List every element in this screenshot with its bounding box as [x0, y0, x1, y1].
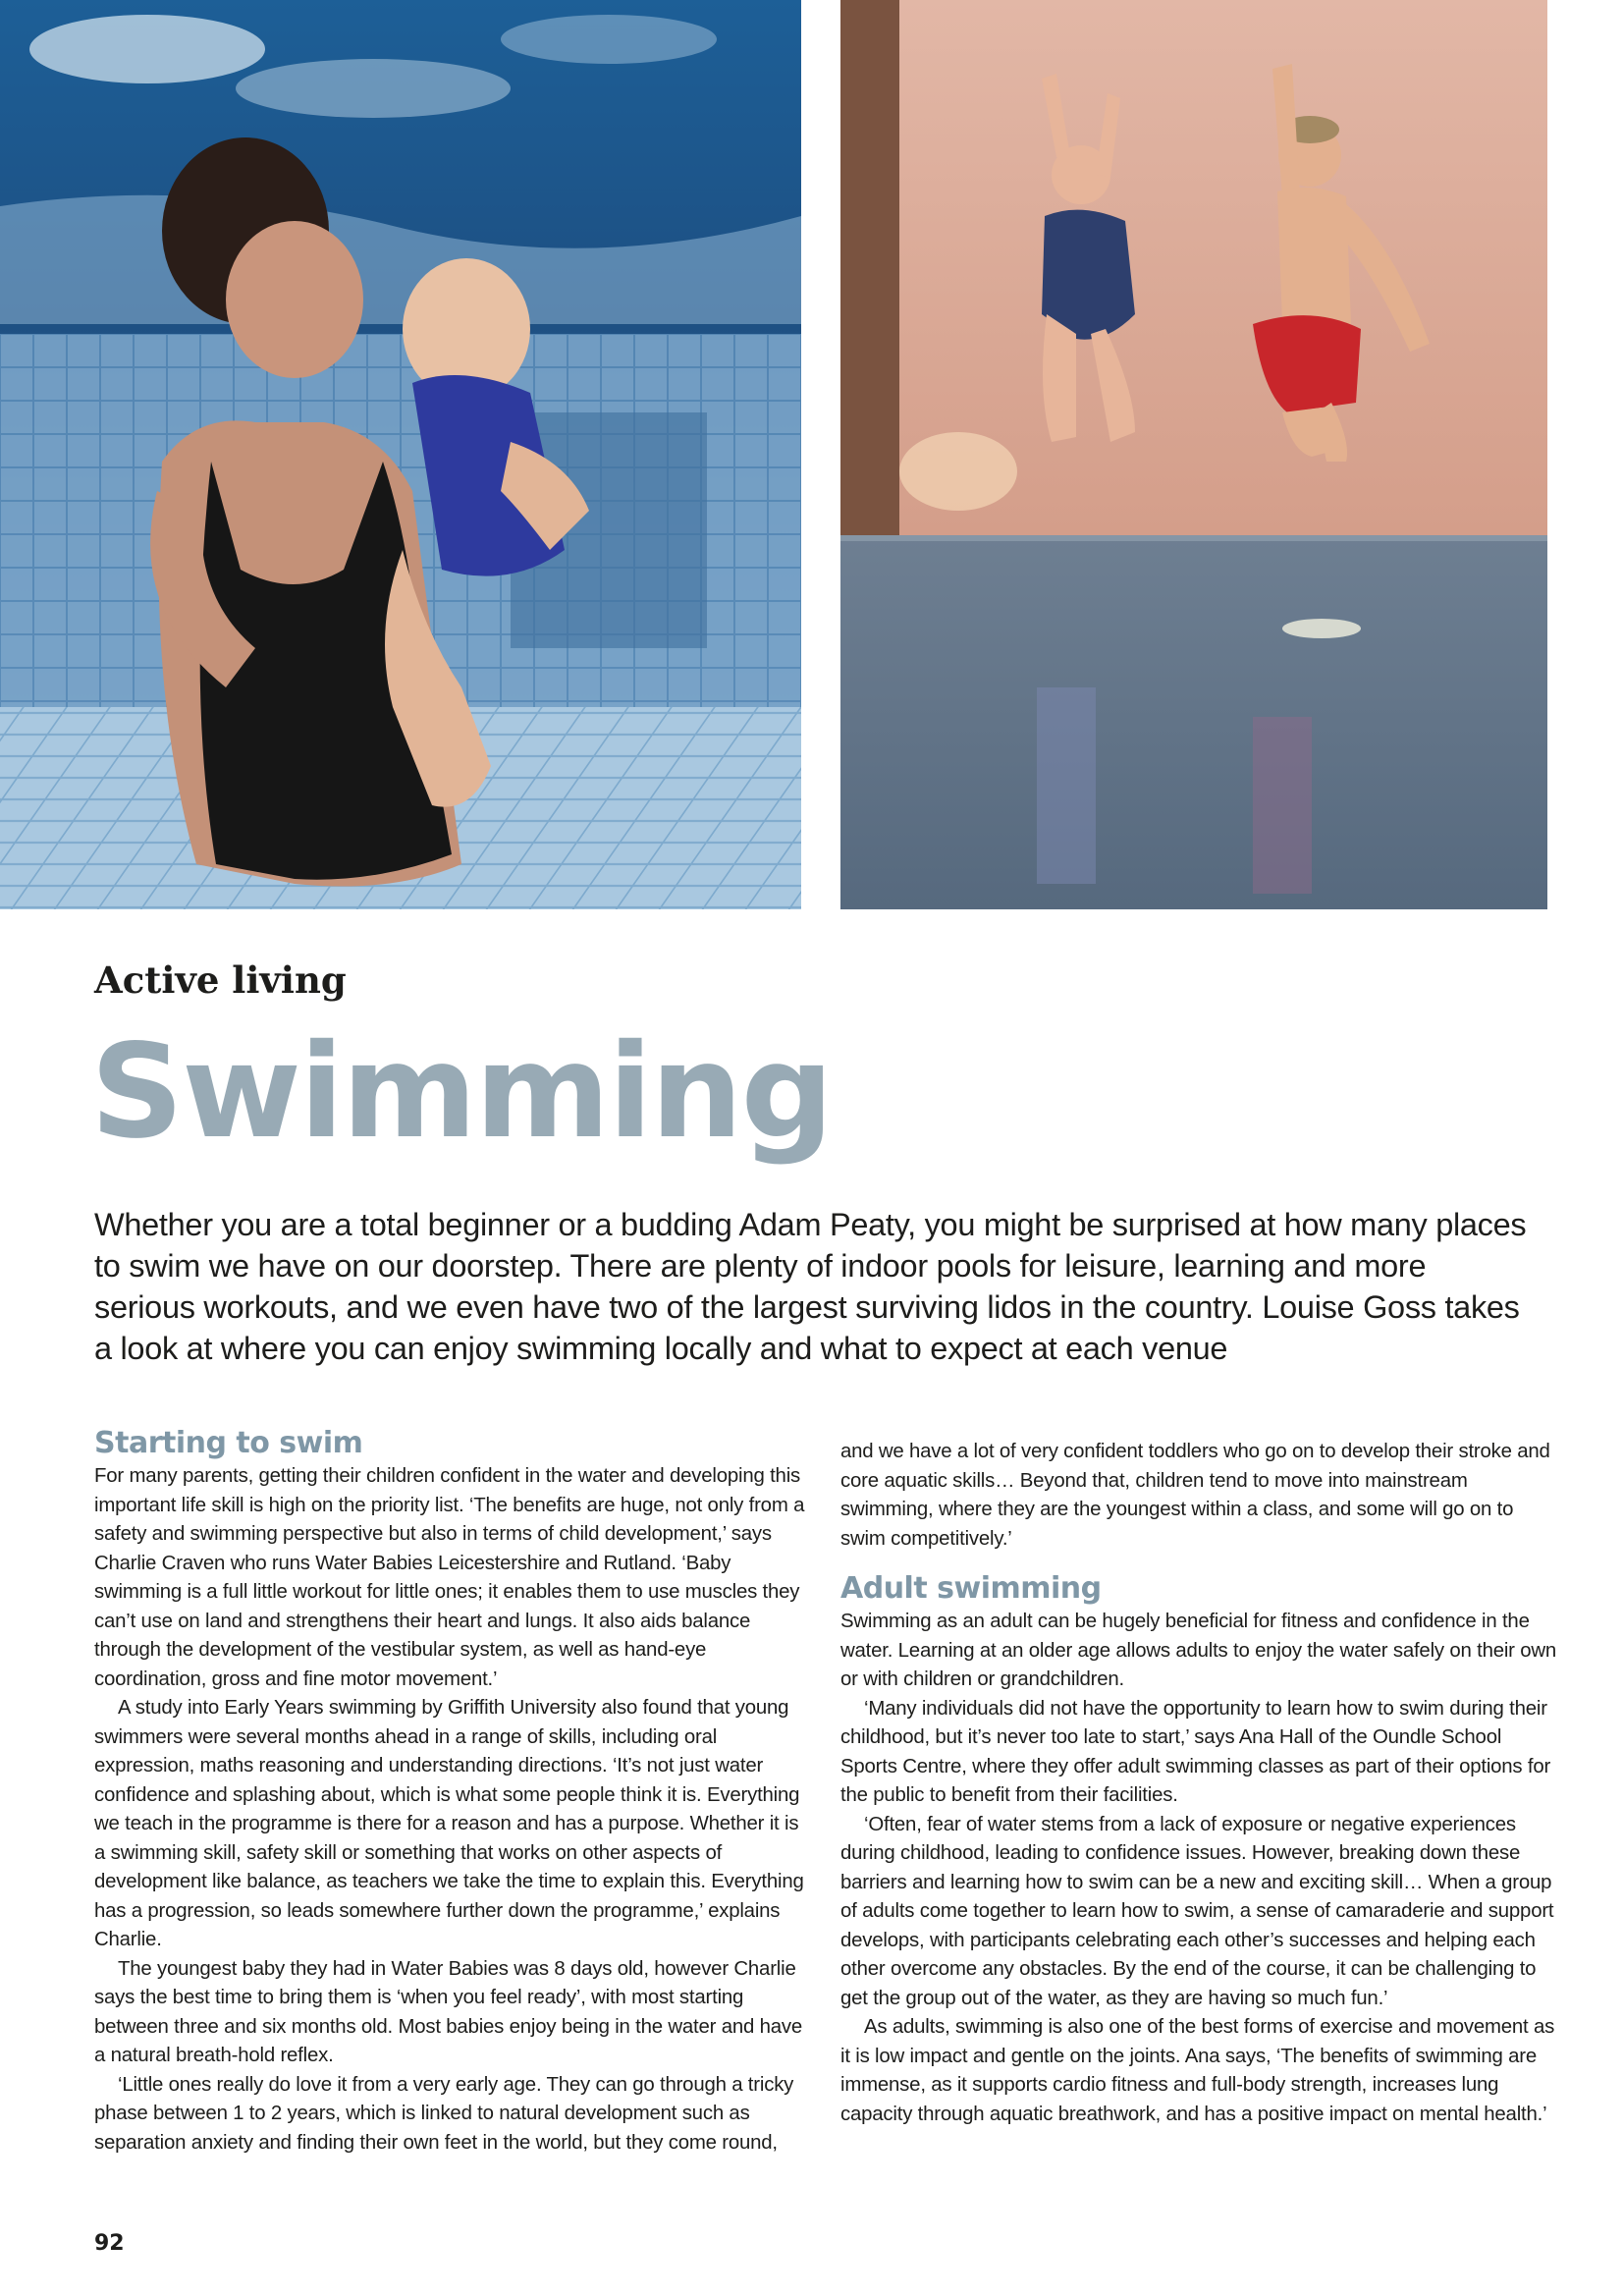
- page-title: Swimming: [90, 1016, 833, 1168]
- subhead-starting-to-swim: Starting to swim: [94, 1426, 363, 1460]
- page-number: 92: [94, 2231, 125, 2256]
- article-column-right: [840, 1438, 1557, 2129]
- subhead-adult-swimming: Adult swimming: [840, 1571, 1102, 1606]
- paragraph: ‘Often, fear of water stems from a lack of exposure or negative experiences during childhood, leading to confidence issues. However, breaking down these barriers and learning how to swim can be a new and exciting skill… When a group of adults come together to learn how to swim, a sense of camaraderie and support develops, with participants celebrating each other’s successes and helping each other overcome any obstacles. By the end of the course, it can be challenging to get the group out of the water, as they are having so much fun.’: [840, 1813, 1554, 2009]
- section-label: Active living: [94, 958, 347, 1002]
- paragraph: Swimming as an adult can be hugely beneficial for fitness and confidence in the water. Learning at an older age allows adults to enjoy the water safely on their own or with children or grandchildren.: [840, 1611, 1557, 1690]
- paragraph: For many parents, getting their children confident in the water and developing this important life skill is high on the priority list. ‘The benefits are huge, not only from a safety and swimming perspective but also in terms of child development,’ says Charlie Craven who runs Water Babies Leicestershire and Rutland. ‘Baby swimming is a full little workout for little ones; it enables them to use muscles they can’t use on land and strengthens their heart and lungs. It also aids balance through the development of the vestibular system, as well as hand-eye coordination, gross and fine motor movement.’: [94, 1465, 805, 1690]
- paragraph: The youngest baby they had in Water Babies was 8 days old, however Charlie says the best time to bring them is ‘when you feel ready’, with most starting between three and six months old. Most babies enjoy being in the water and have a natural breath-hold reflex.: [94, 1957, 802, 2066]
- photo-children-jumping: [840, 0, 1547, 909]
- paragraph: ‘Little ones really do love it from a very early age. They can go through a tricky phase between 1 to 2 years, which is linked to natural development such as separation anxiety and finding their own feet in the world, but they come round,: [94, 2073, 794, 2154]
- standfirst: Whether you are a total beginner or a budding Adam Peaty, you might be surprised at how many places to swim we have on our doorstep. There are plenty of indoor pools for leisure, learning and more serious workouts, and we even have two of the largest surviving lidos in the country. Louise Goss takes a look at where you can enjoy swimming locally and what to expect at each venue: [94, 1207, 1527, 1366]
- underwater-scene-illustration: [0, 0, 801, 909]
- pool-jump-scene-illustration: [840, 0, 1547, 909]
- photo-mother-baby-underwater: [0, 0, 801, 909]
- paragraph: A study into Early Years swimming by Griffith University also found that young swimmers were several months ahead in a range of skills, including oral expression, maths reasoning and understanding directions. ‘It’s not just water confidence and splashing about, which is what some people think it is. Everything we teach in the programme is there for a reason and has a purpose. Whether it is a swimming skill, safety skill or something that works on other aspects of development like balance, as teachers we take the time to explain this. Everything has a progression, so leads somewhere further down the programme,’ explains Charlie.: [94, 1697, 804, 1950]
- paragraph-continued: and we have a lot of very confident toddlers who go on to develop their stroke and core aquatic skills… Beyond that, children tend to move into mainstream swimming, where they are the youngest within a class, and some will go on to swim competitively.’: [840, 1441, 1550, 1550]
- paragraph: ‘Many individuals did not have the opportunity to learn how to swim during their childhood, but it’s never too late to start,’ says Ana Hall of the Oundle School Sports Centre, where they offer adult swimming classes as part of their options for the public to benefit from their facilities.: [840, 1697, 1551, 1806]
- article-column-left: [94, 1426, 811, 2158]
- paragraph: As adults, swimming is also one of the best forms of exercise and movement as it is low impact and gentle on the joints. Ana says, ‘The benefits of swimming are immense, as it supports cardio fitness and full-body strength, increases lung capacity through aquatic breathwork, and has a positive impact on mental health.’: [840, 2016, 1555, 2125]
